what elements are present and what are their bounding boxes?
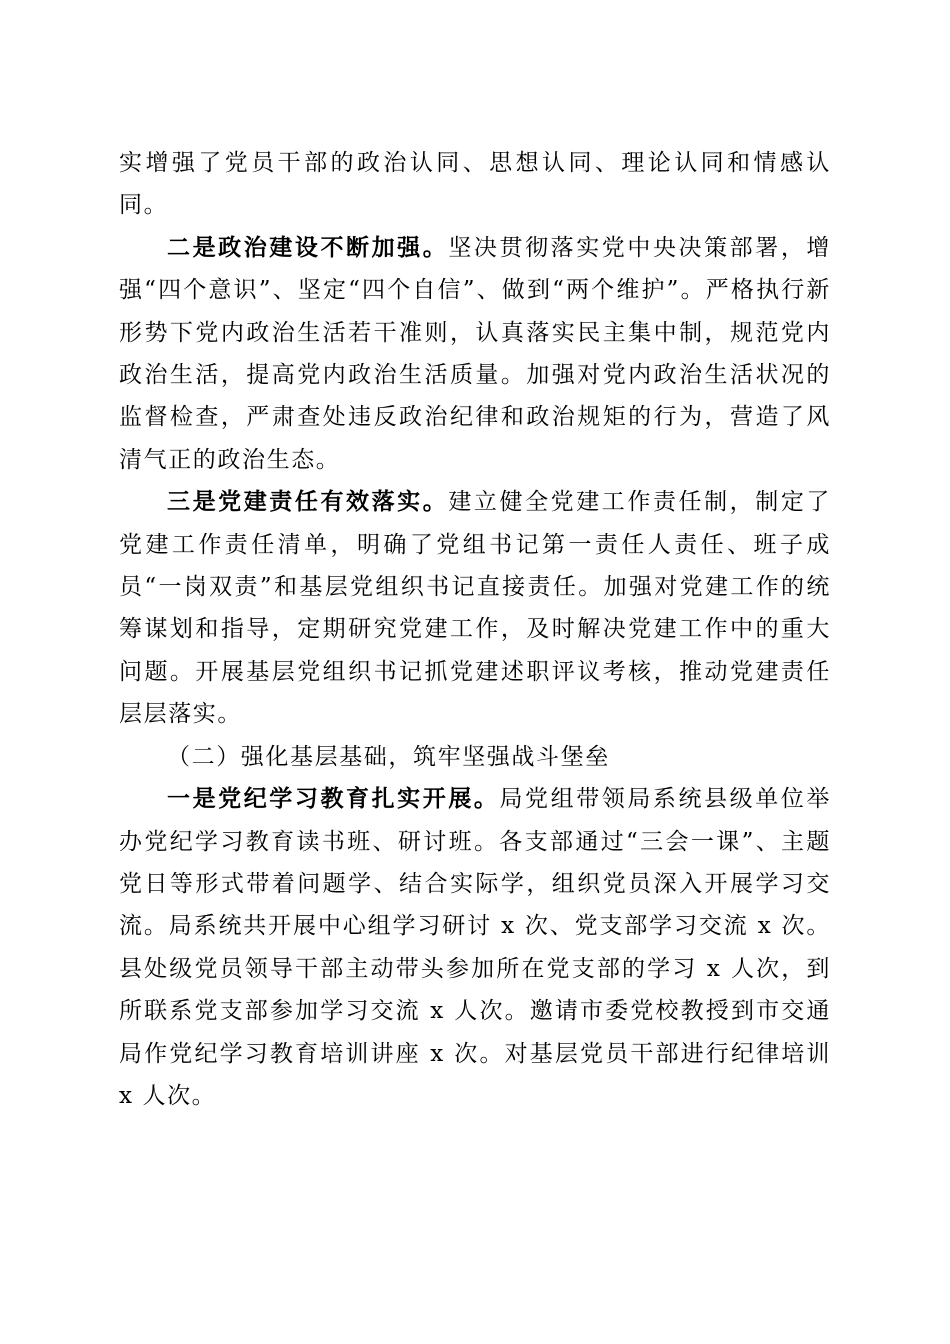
paragraph-discipline-education (119, 778, 831, 1117)
section-heading: （二）强化基层基础，筑牢坚强战斗堡垒 (167, 743, 610, 770)
paragraph-text: 建立健全党建工作责任制，制定了党建工作责任清单，明确了党组书记第一责任人责任、班子成员“一岗双责”和基层党组织书记直接责任。加强对党建工作的统筹谋划和指导，定期研究党建工作，及时解决党建工作中的重大问题。开展基层党组织书记抓党建述职评议考核，推动党建责任层层落实。 (119, 489, 832, 728)
paragraph-political-building (119, 227, 831, 481)
paragraph-text: 局党组带领局系统县级单位举办党纪学习教育读书班、研讨班。各支部通过“三会一课”、主题党日等形式带着问题学、结合实际学，组织党员深入开展学习交流。局系统共开展中心组学习研讨 x 次、党支部学习交流 x 次。县处级党员领导干部主动带头参加所在党支部的学习 x 人次，到所联系党支部参加学习交流 x 人次。邀请市委党校教授到市交通局作党纪学习教育培训讲座 x 次。对基层党员干部进行纪律培训 x 人次。 (119, 786, 831, 1109)
paragraph-party-responsibility (119, 481, 831, 735)
paragraph-text: 坚决贯彻落实党中央决策部署，增强“四个意识”、坚定“四个自信”、做到“两个维护”。严格执行新形势下党内政治生活若干准则，认真落实民主集中制，规范党内政治生活，提高党内政治生活质量。加强对党内政治生活状况的监督检查，严肃查处违反政治纪律和政治规矩的行为，营造了风清气正的政治生态。 (119, 234, 832, 473)
document-body (119, 142, 831, 1117)
paragraph-lead: 二是政治建设不断加强。 (167, 233, 449, 261)
paragraph-text: 实增强了党员干部的政治认同、思想认同、理论认同和情感认同。 (119, 150, 831, 219)
paragraph-continuation (119, 142, 831, 227)
paragraph-lead: 三是党建责任有效落实。 (167, 488, 449, 516)
paragraph-lead: 一是党纪学习教育扎实开展。 (167, 785, 500, 813)
